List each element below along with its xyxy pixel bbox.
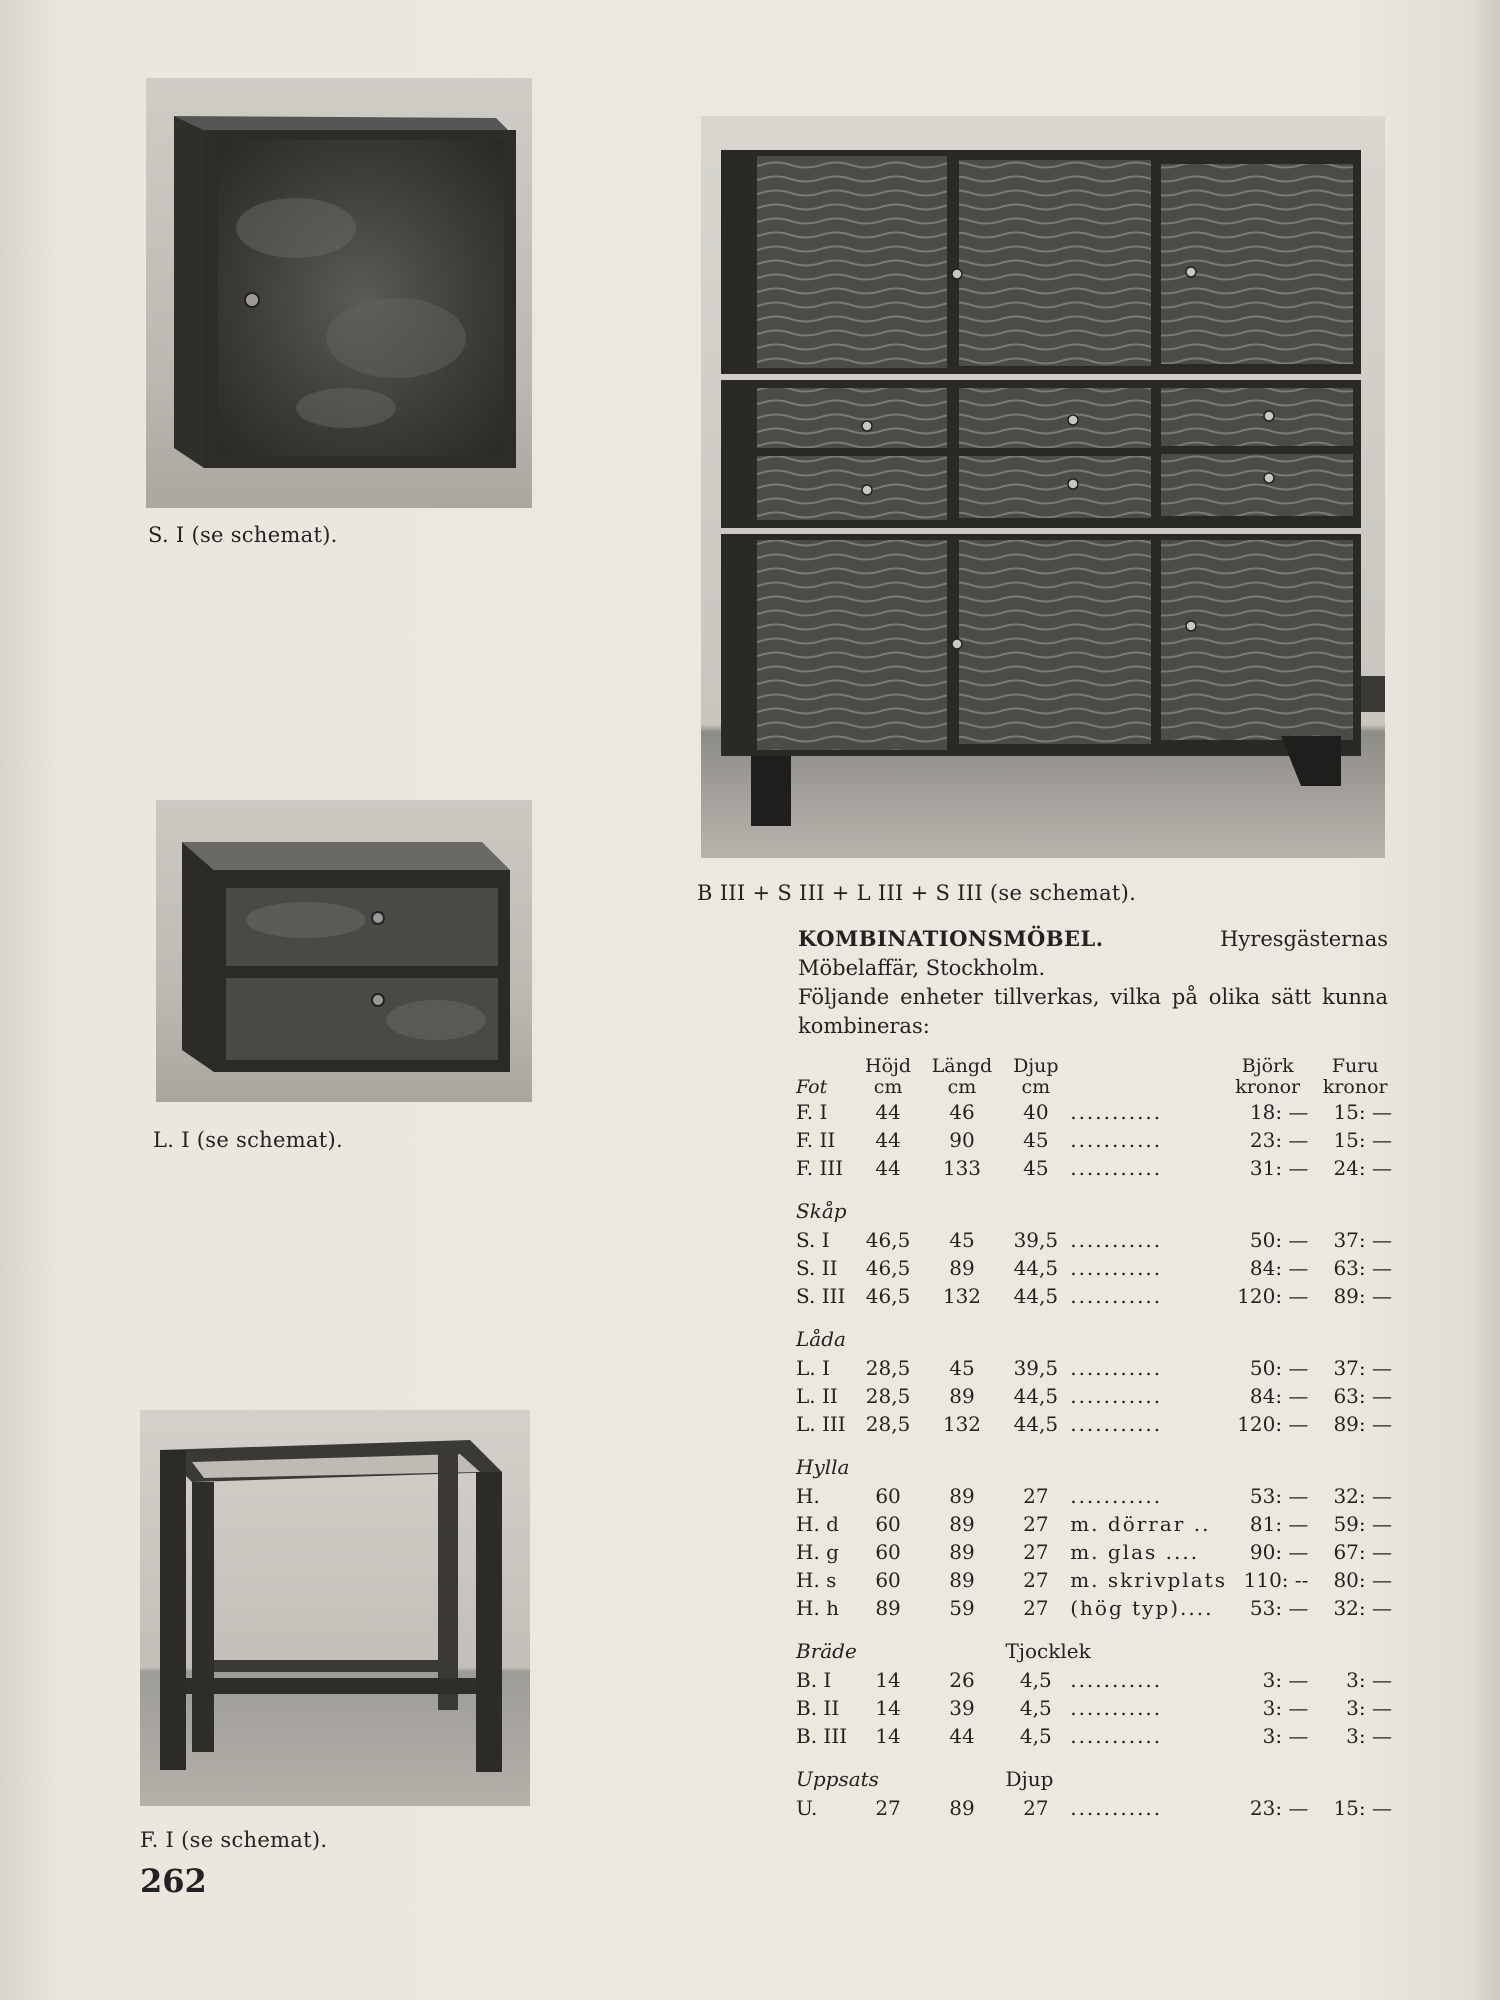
caption-combination: B III + S III + L III + S III (se schemat). — [697, 881, 1137, 905]
cell-bjork-price: 53: — — [1249, 1484, 1309, 1508]
table-row — [796, 1722, 1392, 1750]
cell-furu-price: 3: — — [1346, 1724, 1392, 1748]
table-row — [796, 1226, 1392, 1254]
cell-depth: 45 — [1023, 1156, 1049, 1180]
cell-id: S. I — [796, 1228, 830, 1252]
cell-id: B. II — [796, 1696, 840, 1720]
cell-note: ........... — [1070, 1724, 1163, 1748]
intro-line2: Följande enheter tillverkas, vilka på olika sätt kunna kombineras: — [798, 985, 1388, 1038]
photo-cabinet-s1 — [146, 78, 532, 508]
caption-f1: F. I (se schemat). — [140, 1828, 328, 1852]
cell-furu-price: 32: — — [1333, 1596, 1392, 1620]
cell-furu-price: 15: — — [1333, 1796, 1392, 1820]
header-hojd: Höjd cm — [865, 1055, 912, 1098]
cell-height: 46,5 — [865, 1284, 911, 1308]
page-number: 262 — [140, 1862, 207, 1900]
cell-note: ........... — [1070, 1100, 1163, 1124]
table-gap — [796, 1622, 1392, 1636]
cell-length: 89 — [949, 1796, 975, 1820]
cell-bjork-price: 50: — — [1249, 1356, 1309, 1380]
cell-furu-price: 80: — — [1333, 1568, 1392, 1592]
cell-id: S. II — [796, 1256, 838, 1280]
cell-height: 28,5 — [865, 1356, 911, 1380]
cell-height: 60 — [875, 1512, 901, 1536]
cell-id: B. I — [796, 1668, 832, 1692]
cell-note: ........... — [1070, 1668, 1163, 1692]
table-group-header — [796, 1324, 1392, 1354]
photo-drawers-l1 — [156, 800, 532, 1102]
group-name: Bräde — [796, 1639, 857, 1663]
cell-depth: 40 — [1023, 1100, 1049, 1124]
cell-depth: 27 — [1023, 1796, 1049, 1820]
cell-height: 44 — [875, 1128, 901, 1152]
cell-note: ........... — [1070, 1796, 1163, 1820]
group-extra: Djup — [1005, 1767, 1054, 1791]
cell-id: F. III — [796, 1156, 844, 1180]
cell-bjork-price: 50: — — [1249, 1228, 1309, 1252]
cell-bjork-price: 3: — — [1262, 1696, 1309, 1720]
cell-length: 45 — [949, 1228, 975, 1252]
cell-height: 46,5 — [865, 1256, 911, 1280]
cell-depth: 27 — [1023, 1512, 1049, 1536]
cell-length: 46 — [949, 1100, 975, 1124]
table-gap — [796, 1310, 1392, 1324]
header-note — [1070, 1048, 1227, 1098]
cell-height: 14 — [875, 1724, 901, 1748]
cell-length: 133 — [942, 1156, 982, 1180]
cell-depth: 27 — [1023, 1484, 1049, 1508]
table-row — [796, 1410, 1392, 1438]
cell-note: ........... — [1070, 1412, 1163, 1436]
cell-id: H. — [796, 1484, 820, 1508]
cell-depth: 45 — [1023, 1128, 1049, 1152]
table-row — [796, 1154, 1392, 1182]
cell-bjork-price: 23: — — [1249, 1128, 1309, 1152]
table-row — [796, 1382, 1392, 1410]
cell-note: ........... — [1070, 1356, 1163, 1380]
group-extra: Tjocklek — [1005, 1639, 1091, 1663]
cell-furu-price: 67: — — [1333, 1540, 1392, 1564]
cell-furu-price: 3: — — [1346, 1668, 1392, 1692]
cell-bjork-price: 53: — — [1249, 1596, 1309, 1620]
table-gap — [796, 1438, 1392, 1452]
table-row — [796, 1254, 1392, 1282]
cell-depth: 39,5 — [1013, 1356, 1059, 1380]
cell-furu-price: 32: — — [1333, 1484, 1392, 1508]
cell-bjork-price: 120: — — [1237, 1284, 1309, 1308]
cell-height: 28,5 — [865, 1384, 911, 1408]
cell-height: 89 — [875, 1596, 901, 1620]
header-langd: Längd cm — [931, 1055, 993, 1098]
group-name: Uppsats — [796, 1767, 879, 1791]
cell-height: 28,5 — [865, 1412, 911, 1436]
cell-height: 46,5 — [865, 1228, 911, 1252]
intro-lead: KOMBINATIONSMÖBEL. — [798, 926, 1104, 951]
cell-note: ........... — [1070, 1228, 1163, 1252]
table-group-header — [796, 1764, 1392, 1794]
cell-bjork-price: 120: — — [1237, 1412, 1309, 1436]
cell-depth: 4,5 — [1019, 1696, 1052, 1720]
cell-id: L. II — [796, 1384, 838, 1408]
table-row — [796, 1794, 1392, 1822]
table-row — [796, 1354, 1392, 1382]
cell-note: m. dörrar .. — [1070, 1512, 1211, 1536]
photo-base-f1 — [140, 1410, 530, 1806]
cell-note: ........... — [1070, 1484, 1163, 1508]
cell-id: U. — [796, 1796, 818, 1820]
cell-note: ........... — [1070, 1696, 1163, 1720]
cell-furu-price: 37: — — [1333, 1228, 1392, 1252]
cell-length: 89 — [949, 1540, 975, 1564]
specification-table — [796, 1048, 1392, 1822]
cabinet-s1-image — [146, 78, 532, 508]
table-header-row — [796, 1048, 1392, 1098]
cell-note: m. skrivplats — [1070, 1568, 1227, 1592]
cell-length: 132 — [942, 1412, 982, 1436]
cell-bjork-price: 18: — — [1249, 1100, 1309, 1124]
cell-id: F. I — [796, 1100, 828, 1124]
table-group-header — [796, 1196, 1392, 1226]
cell-bjork-price: 84: — — [1249, 1256, 1309, 1280]
group-name: Låda — [796, 1327, 846, 1351]
cell-height: 14 — [875, 1696, 901, 1720]
cell-id: H. d — [796, 1512, 839, 1536]
caption-l1: L. I (se schemat). — [153, 1128, 343, 1152]
photo-combination-cabinet — [701, 116, 1385, 858]
cell-length: 26 — [949, 1668, 975, 1692]
table-row — [796, 1566, 1392, 1594]
cell-furu-price: 59: — — [1333, 1512, 1392, 1536]
cell-height: 27 — [875, 1796, 901, 1820]
intro-paragraph — [798, 924, 1388, 1041]
table-group-header — [796, 1636, 1392, 1666]
cell-furu-price: 63: — — [1333, 1256, 1392, 1280]
cell-length: 89 — [949, 1256, 975, 1280]
cell-note: ........... — [1070, 1384, 1163, 1408]
cell-length: 45 — [949, 1356, 975, 1380]
table-row — [796, 1594, 1392, 1622]
header-bjork: Björk kronor — [1235, 1055, 1301, 1098]
cell-length: 89 — [949, 1512, 975, 1536]
cell-length: 90 — [949, 1128, 975, 1152]
cell-id: H. s — [796, 1568, 837, 1592]
cell-length: 39 — [949, 1696, 975, 1720]
cell-note: ........... — [1070, 1284, 1163, 1308]
cell-bjork-price: 110: -- — [1243, 1568, 1309, 1592]
cell-depth: 44,5 — [1013, 1284, 1059, 1308]
cell-id: L. III — [796, 1412, 846, 1436]
header-furu: Furu kronor — [1322, 1055, 1388, 1098]
cell-id: H. g — [796, 1540, 839, 1564]
cell-id: L. I — [796, 1356, 830, 1380]
table-row — [796, 1694, 1392, 1722]
group-name: Hylla — [796, 1455, 850, 1479]
cell-bjork-price: 90: — — [1249, 1540, 1309, 1564]
cell-length: 132 — [942, 1284, 982, 1308]
cell-bjork-price: 3: — — [1262, 1724, 1309, 1748]
table-row — [796, 1510, 1392, 1538]
drawers-l1-image — [156, 800, 532, 1102]
cell-bjork-price: 84: — — [1249, 1384, 1309, 1408]
table-group-header — [796, 1452, 1392, 1482]
cell-depth: 44,5 — [1013, 1384, 1059, 1408]
cell-note: (hög typ).... — [1070, 1596, 1214, 1620]
cell-depth: 4,5 — [1019, 1724, 1052, 1748]
intro-line1: Hyresgästernas Möbelaffär, Stockholm. — [798, 927, 1388, 980]
cell-length: 89 — [949, 1568, 975, 1592]
cell-furu-price: 3: — — [1346, 1696, 1392, 1720]
cell-depth: 39,5 — [1013, 1228, 1059, 1252]
cell-bjork-price: 31: — — [1249, 1156, 1309, 1180]
cell-id: H. h — [796, 1596, 840, 1620]
table-gap — [796, 1182, 1392, 1196]
header-fot: Fot — [796, 1076, 828, 1098]
cell-furu-price: 24: — — [1333, 1156, 1392, 1180]
cell-depth: 27 — [1023, 1568, 1049, 1592]
cell-length: 59 — [949, 1596, 975, 1620]
table-row — [796, 1538, 1392, 1566]
cell-furu-price: 89: — — [1333, 1284, 1392, 1308]
cell-bjork-price: 81: — — [1249, 1512, 1309, 1536]
cell-furu-price: 15: — — [1333, 1100, 1392, 1124]
table-row — [796, 1666, 1392, 1694]
base-f1-image — [140, 1410, 530, 1806]
table-gap — [796, 1750, 1392, 1764]
cell-note: m. glas .... — [1070, 1540, 1200, 1564]
cell-height: 44 — [875, 1156, 901, 1180]
header-djup: Djup cm — [1013, 1055, 1059, 1098]
cell-furu-price: 89: — — [1333, 1412, 1392, 1436]
cell-bjork-price: 3: — — [1262, 1668, 1309, 1692]
table-row — [796, 1482, 1392, 1510]
cell-id: S. III — [796, 1284, 846, 1308]
cell-height: 60 — [875, 1484, 901, 1508]
group-name: Skåp — [796, 1199, 847, 1223]
cell-height: 60 — [875, 1540, 901, 1564]
cell-length: 44 — [949, 1724, 975, 1748]
cell-note: ........... — [1070, 1256, 1163, 1280]
cell-bjork-price: 23: — — [1249, 1796, 1309, 1820]
cell-note: ........... — [1070, 1156, 1163, 1180]
table-row — [796, 1098, 1392, 1126]
cell-depth: 4,5 — [1019, 1668, 1052, 1692]
cell-depth: 44,5 — [1013, 1412, 1059, 1436]
cell-depth: 44,5 — [1013, 1256, 1059, 1280]
table-row — [796, 1282, 1392, 1310]
cell-depth: 27 — [1023, 1540, 1049, 1564]
caption-s1: S. I (se schemat). — [148, 523, 338, 547]
combination-cabinet-image — [701, 116, 1385, 858]
cell-id: F. II — [796, 1128, 836, 1152]
cell-id: B. III — [796, 1724, 848, 1748]
cell-note: ........... — [1070, 1128, 1163, 1152]
cell-furu-price: 15: — — [1333, 1128, 1392, 1152]
cell-furu-price: 63: — — [1333, 1384, 1392, 1408]
cell-height: 14 — [875, 1668, 901, 1692]
cell-height: 60 — [875, 1568, 901, 1592]
cell-length: 89 — [949, 1384, 975, 1408]
cell-depth: 27 — [1023, 1596, 1049, 1620]
table-row — [796, 1126, 1392, 1154]
cell-furu-price: 37: — — [1333, 1356, 1392, 1380]
cell-height: 44 — [875, 1100, 901, 1124]
cell-length: 89 — [949, 1484, 975, 1508]
